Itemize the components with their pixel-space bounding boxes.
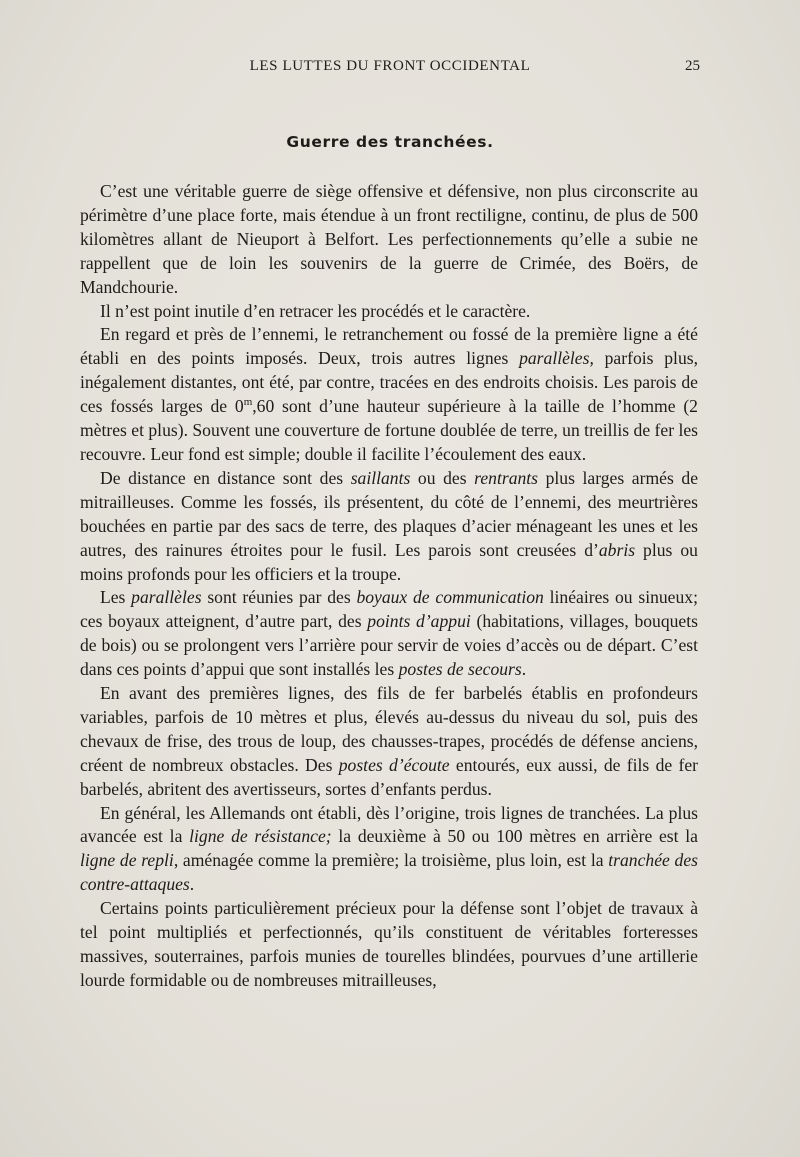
italic-term: parallèles, [519, 348, 594, 369]
italic-term: ligne de résistance; [189, 826, 332, 847]
paragraph [80, 323, 698, 466]
running-title: LES LUTTES DU FRONT OCCIDENTAL [249, 58, 531, 74]
paragraph [80, 586, 698, 682]
text-run: ou des [410, 467, 475, 488]
text-run: (habitations, villages, bouquets de bois) ou se prolongent vers l’arrière pour servir de voies d’accès ou de départ. C’est dans ces points d’appui que sont installés les [80, 611, 698, 680]
text-run: entourés, eux aussi, de fils de fer barbelés, abritent des avertisseurs, sortes d’enfants perdus. [80, 754, 699, 799]
italic-term: parallèles [131, 587, 202, 608]
paragraph [80, 467, 698, 587]
text-run: Il n’est point inutile d’en retracer les procédés et le caractère. [100, 300, 531, 321]
italic-term: abris [598, 539, 636, 560]
paragraph [80, 802, 698, 898]
paragraph [80, 180, 698, 300]
page-number: 25 [685, 58, 700, 74]
text-run: En avant des premières lignes, des fils de fer barbelés établis en profondeurs variables, parfois de 10 mètres et plus, élevés au-dessus du niveau du sol, puis des chevaux de frise, des trous de loup, des chausses-trapes, procédés de défense anciens, créent de nombreux obstacles. Des [80, 683, 698, 775]
italic-term: rentrants [474, 467, 539, 488]
page-header [80, 58, 700, 80]
body-text [80, 180, 698, 993]
italic-term: saillants [350, 467, 411, 488]
italic-term: postes d’écoute [338, 754, 450, 775]
italic-term: boyaux de communication [356, 587, 544, 608]
italic-term: ligne de repli [80, 850, 174, 871]
text-run: plus larges armés de mitrailleuses. Comme les fossés, ils présentent, du côté de l’ennemi, des meurtrières bouchées en partie par des sacs de terre, des plaques d’acier ménageant les unes et les autres, des rainures étroites pour le fusil. Les parois sont creusées d’ [80, 467, 698, 560]
italic-term: tranchée des contre-attaques [80, 850, 698, 895]
text-run: sont réunies par des [201, 587, 357, 608]
paragraph [80, 897, 698, 993]
text-run: linéaires ou sinueux; ces boyaux atteignent, d’autre part, des [80, 587, 698, 632]
text-run: , aménagée comme la première; la troisième, plus loin, est la [173, 850, 609, 871]
text-run: Certains points particulièrement précieux pour la défense sont l’objet de travaux à tel point multipliés et perfectionnés, qu’ils constituent de véritables forteresses massives, souterraines, parfois munies de tourelles blindées, pourvues d’une artillerie lourde formidable ou de nombreuses mitrailleuses, [80, 898, 698, 990]
text-run: En général, les Allemands ont établi, dès l’origine, trois lignes de tranchées. La plus avancée est la [80, 802, 698, 847]
text-run: . [189, 874, 195, 895]
italic-term: postes de secours [398, 659, 522, 680]
text-run: ,60 sont d’une hauteur supérieure à la taille de l’homme (2 mètres et plus). Souvent une couverture de fortune doublée de terre, un treillis de fer les recouvre. Leur fond est simple; double il facilite l’écoulement des eaux. [80, 396, 699, 464]
italic-term: points d’appui [367, 611, 471, 632]
text-run: parfois plus, inégalement distantes, ont été, par contre, tracées en des endroits choisis. Les parois de ces fossés larges de 0 [80, 348, 698, 417]
unit-superscript: m [243, 396, 253, 409]
paragraph [80, 300, 698, 324]
paragraph [80, 682, 698, 802]
text-run: Les [100, 587, 132, 608]
text-run: En regard et près de l’ennemi, le retranchement ou fossé de la première ligne a été établi en des points imposés. Deux, trois autres lignes [80, 324, 698, 369]
text-run: De distance en distance sont des [100, 467, 351, 488]
section-title: Guerre des tranchées. [286, 133, 494, 151]
text-run: C’est une véritable guerre de siège offensive et défensive, non plus circonscrite au périmètre d’une place forte, mais étendue à un front rectiligne, continu, de plus de 500 kilomètres allant de Nieuport à Belfort. Les perfectionnements qu’elle a subie ne rappellent que de loin les souvenirs de la guerre de Crimée, des Boërs, de Mandchourie. [80, 181, 698, 297]
text-run: plus ou moins profonds pour les officiers et la troupe. [80, 539, 698, 584]
text-run: la deuxième à 50 ou 100 mètres en arrière est la [331, 826, 698, 847]
text-run: . [521, 659, 527, 680]
